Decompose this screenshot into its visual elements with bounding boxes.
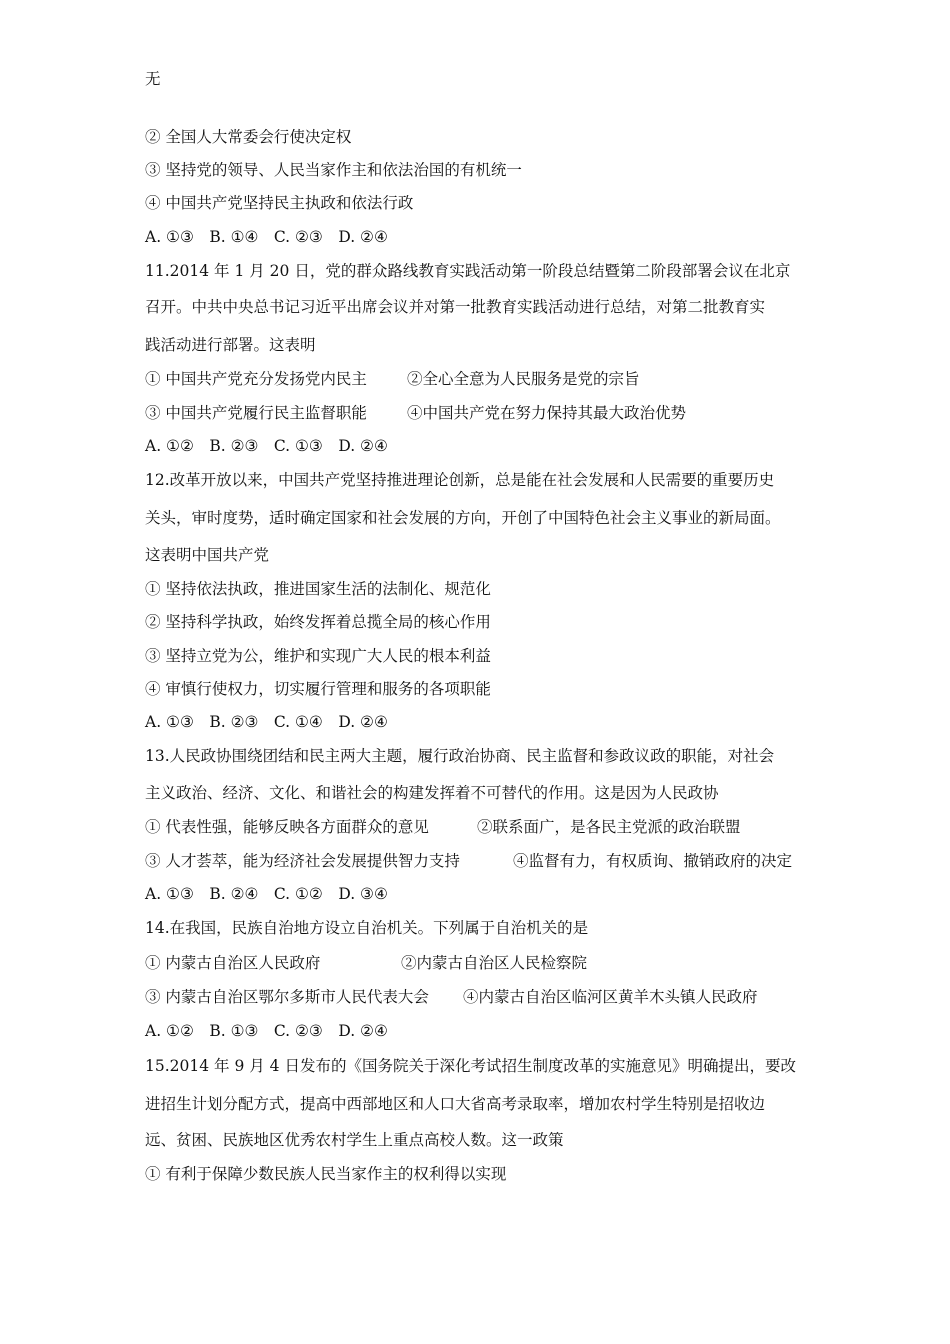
option-line: ② 全国人大常委会行使决定权 xyxy=(145,128,352,146)
option-1: ① 代表性强，能够反映各方面群众的意见 xyxy=(145,818,429,836)
question-text-line: 践活动进行部署。这表明 xyxy=(145,336,316,354)
answer-choices: A. ①③ B. ①④ C. ②③ D. ②④ xyxy=(145,228,388,246)
question-text-line: 召开。中共中央总书记习近平出席会议并对第一批教育实践活动进行总结，对第二批教育实 xyxy=(145,298,766,316)
option-line xyxy=(145,953,587,973)
option-1: ① 内蒙古自治区人民政府 xyxy=(145,954,321,972)
option-line: ③ 坚持立党为公，维护和实现广大人民的根本利益 xyxy=(145,647,491,665)
option-line: ① 坚持依法执政，推进国家生活的法制化、规范化 xyxy=(145,580,491,598)
option-2: ②联系面广，是各民主党派的政治联盟 xyxy=(477,818,741,836)
option-4: ④内蒙古自治区临河区黄羊木头镇人民政府 xyxy=(463,988,758,1006)
question-text-line: 远、贫困、民族地区优秀农村学生上重点高校人数。这一政策 xyxy=(145,1131,564,1149)
question-15-text: 15.2014 年 9 月 4 日发布的《国务院关于深化考试招生制度改革的实施意见》明确提出，要改 xyxy=(145,1057,796,1075)
option-2: ②内蒙古自治区人民检察院 xyxy=(401,954,588,972)
option-line: ④ 中国共产党坚持民主执政和依法行政 xyxy=(145,194,414,212)
option-line: ② 坚持科学执政，始终发挥着总揽全局的核心作用 xyxy=(145,613,491,631)
answer-choices: A. ①② B. ②③ C. ①③ D. ②④ xyxy=(145,437,388,455)
option-3: ③ 内蒙古自治区鄂尔多斯市人民代表大会 xyxy=(145,988,429,1006)
question-text-line: 进招生计划分配方式，提高中西部地区和人口大省高考录取率，增加农村学生特别是招收边 xyxy=(145,1095,766,1113)
option-3: ③ 中国共产党履行民主监督职能 xyxy=(145,404,367,422)
question-text-line: 关头，审时度势，适时确定国家和社会发展的方向，开创了中国特色社会主义事业的新局面。 xyxy=(145,509,781,527)
option-line xyxy=(145,817,741,837)
option-line: ① 有利于保障少数民族人民当家作主的权利得以实现 xyxy=(145,1165,507,1183)
option-4: ④中国共产党在努力保持其最大政治优势 xyxy=(407,404,687,422)
option-line: ④ 审慎行使权力，切实履行管理和服务的各项职能 xyxy=(145,680,491,698)
text-line: 无 xyxy=(145,70,161,88)
option-3: ③ 人才荟萃，能为经济社会发展提供智力支持 xyxy=(145,852,460,870)
question-11-text: 11.2014 年 1 月 20 日，党的群众路线教育实践活动第一阶段总结暨第二阶段部署会议在北京 xyxy=(145,262,791,280)
option-line: ③ 坚持党的领导、人民当家作主和依法治国的有机统一 xyxy=(145,161,522,179)
option-line xyxy=(145,369,640,389)
option-line xyxy=(145,851,792,871)
option-2: ②全心全意为人民服务是党的宗旨 xyxy=(407,370,640,388)
question-text-line: 主义政治、经济、文化、和谐社会的构建发挥着不可替代的作用。这是因为人民政协 xyxy=(145,784,719,802)
question-12-text: 12.改革开放以来，中国共产党坚持推进理论创新，总是能在社会发展和人民需要的重要历史 xyxy=(145,471,775,489)
option-line xyxy=(145,403,686,423)
question-13-text: 13.人民政协围绕团结和民主两大主题，履行政治协商、民主监督和参政议政的职能，对社会 xyxy=(145,747,775,765)
answer-choices: A. ①③ B. ②③ C. ①④ D. ②④ xyxy=(145,713,388,731)
option-4: ④监督有力，有权质询、撤销政府的决定 xyxy=(513,852,793,870)
question-14-text: 14.在我国，民族自治地方设立自治机关。下列属于自治机关的是 xyxy=(145,919,589,937)
option-1: ① 中国共产党充分发扬党内民主 xyxy=(145,370,367,388)
question-text-line: 这表明中国共产党 xyxy=(145,546,270,564)
option-line xyxy=(145,987,758,1007)
answer-choices: A. ①③ B. ②④ C. ①② D. ③④ xyxy=(145,885,388,903)
answer-choices: A. ①② B. ①③ C. ②③ D. ②④ xyxy=(145,1022,388,1040)
